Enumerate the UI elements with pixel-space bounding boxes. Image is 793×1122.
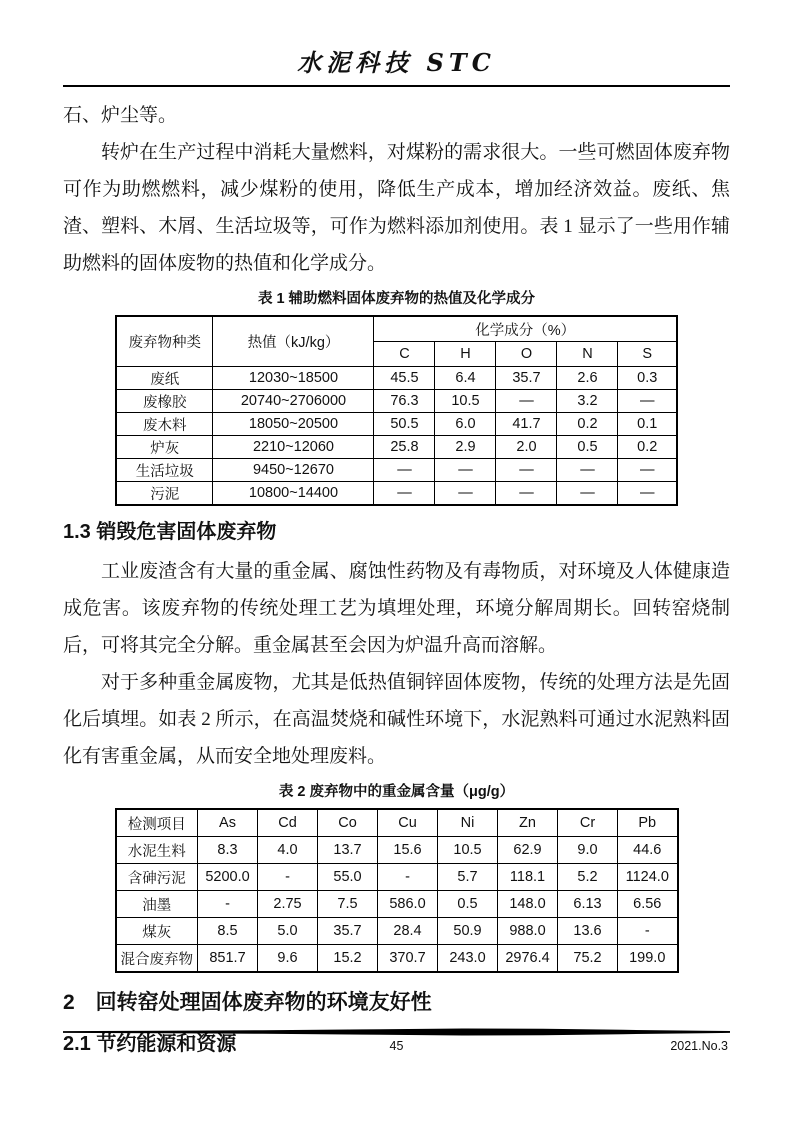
table1-header-calorific-value: 热值（kJ/kg）	[213, 316, 374, 367]
value-cell: 12030~18500	[213, 367, 374, 390]
value-cell: 35.7	[496, 367, 557, 390]
value-cell: 75.2	[558, 945, 618, 973]
value-cell: —	[618, 482, 677, 506]
row-label-cell: 水泥生料	[116, 837, 198, 864]
row-label-cell: 污泥	[116, 482, 213, 506]
value-cell: 18050~20500	[213, 413, 374, 436]
row-label-cell: 煤灰	[116, 918, 198, 945]
value-cell: 10.5	[438, 837, 498, 864]
value-cell: —	[557, 459, 618, 482]
table-row	[116, 945, 678, 973]
paragraph-continuation: 石、炉尘等。	[63, 105, 178, 126]
page-number: 45	[389, 1039, 404, 1053]
value-cell: 15.6	[378, 837, 438, 864]
value-cell: 25.8	[374, 436, 435, 459]
value-cell: —	[374, 459, 435, 482]
value-cell: 28.4	[378, 918, 438, 945]
value-cell: —	[618, 390, 677, 413]
table-row	[116, 837, 678, 864]
issue-number: 2021.No.3	[670, 1039, 728, 1053]
table2-caption: 表 2 废弃物中的重金属含量（μg/g）	[278, 784, 515, 800]
value-cell: 62.9	[498, 837, 558, 864]
value-cell: 5.0	[258, 918, 318, 945]
value-cell: 50.9	[438, 918, 498, 945]
page-footer	[63, 1028, 730, 1059]
value-cell: 851.7	[198, 945, 258, 973]
value-cell: 9.0	[558, 837, 618, 864]
table-row	[116, 482, 677, 506]
value-cell: 1124.0	[618, 864, 678, 891]
table2-header-Pb: Pb	[618, 809, 678, 837]
value-cell: 148.0	[498, 891, 558, 918]
value-cell: -	[258, 864, 318, 891]
value-cell: 2976.4	[498, 945, 558, 973]
value-cell: 0.2	[557, 413, 618, 436]
paragraph-hazardous-waste: 工业废渣含有大量的重金属、腐蚀性药物及有毒物质，对环境及人体健康造成危害。该废弃物的传统处理工艺为填埋处理，环境分解周期长。回转窑烧制后，可将其完全分解。重金属甚至会因为炉温升高而溶解。	[63, 561, 730, 656]
value-cell: 0.3	[618, 367, 677, 390]
value-cell: 50.5	[374, 413, 435, 436]
value-cell: 988.0	[498, 918, 558, 945]
table2-header-Zn: Zn	[498, 809, 558, 837]
row-label-cell: 混合废弃物	[116, 945, 198, 973]
value-cell: 199.0	[618, 945, 678, 973]
value-cell: -	[618, 918, 678, 945]
value-cell: 41.7	[496, 413, 557, 436]
table1-header-chemical-composition: 化学成分（%）	[374, 316, 677, 342]
table-row	[116, 436, 677, 459]
table1-fuel-composition	[115, 315, 678, 506]
value-cell: 0.2	[618, 436, 677, 459]
value-cell: 8.3	[198, 837, 258, 864]
value-cell: 5.2	[558, 864, 618, 891]
value-cell: —	[496, 482, 557, 506]
row-label-cell: 油墨	[116, 891, 198, 918]
paragraph-heavy-metal: 对于多种重金属废物，尤其是低热值铜锌固体废物，传统的处理方法是先固化后填埋。如表 2 所示，在高温焚烧和碱性环境下，水泥熟料可通过水泥熟料固化有害重金属，从而安全地处理废料。	[63, 672, 730, 767]
value-cell: —	[435, 482, 496, 506]
table1-header-O: O	[496, 342, 557, 367]
value-cell: 370.7	[378, 945, 438, 973]
value-cell: —	[496, 390, 557, 413]
table-row	[116, 413, 677, 436]
table-row	[116, 390, 677, 413]
table-row	[116, 367, 677, 390]
table2-header-As: As	[198, 809, 258, 837]
value-cell: 9.6	[258, 945, 318, 973]
value-cell: 55.0	[318, 864, 378, 891]
journal-header	[63, 48, 730, 87]
table-row	[116, 918, 678, 945]
table2-header-Cd: Cd	[258, 809, 318, 837]
table2-header-item: 检测项目	[116, 809, 198, 837]
table2-header-Cu: Cu	[378, 809, 438, 837]
table1-header-C: C	[374, 342, 435, 367]
footer-row	[63, 1039, 730, 1059]
section-2-1-heading: 2.1 节约能源和资源	[63, 1033, 237, 1055]
value-cell: 5200.0	[198, 864, 258, 891]
table-row	[116, 864, 678, 891]
table2-header-Ni: Ni	[438, 809, 498, 837]
value-cell: 15.2	[318, 945, 378, 973]
value-cell: 586.0	[378, 891, 438, 918]
value-cell: 118.1	[498, 864, 558, 891]
table-row	[116, 891, 678, 918]
table2-header-Cr: Cr	[558, 809, 618, 837]
value-cell: 45.5	[374, 367, 435, 390]
table1-header-H: H	[435, 342, 496, 367]
value-cell: —	[374, 482, 435, 506]
table2-header-Co: Co	[318, 809, 378, 837]
table1-caption: 表 1 辅助燃料固体废弃物的热值及化学成分	[257, 291, 536, 307]
table2-heavy-metal-content	[115, 808, 679, 973]
value-cell: —	[435, 459, 496, 482]
journal-title: 水泥科技 STC	[297, 48, 496, 77]
value-cell: 76.3	[374, 390, 435, 413]
value-cell: 0.5	[557, 436, 618, 459]
section-1-3-heading: 1.3 销毁危害固体废弃物	[63, 521, 277, 543]
value-cell: —	[618, 459, 677, 482]
table-row	[116, 459, 677, 482]
table1-header-S: S	[618, 342, 677, 367]
value-cell: 2.0	[496, 436, 557, 459]
value-cell: 8.5	[198, 918, 258, 945]
value-cell: 10.5	[435, 390, 496, 413]
table1-header-waste-type: 废弃物种类	[116, 316, 213, 367]
value-cell: 0.1	[618, 413, 677, 436]
row-label-cell: 炉灰	[116, 436, 213, 459]
value-cell: 5.7	[438, 864, 498, 891]
value-cell: 0.5	[438, 891, 498, 918]
value-cell: -	[378, 864, 438, 891]
row-label-cell: 生活垃圾	[116, 459, 213, 482]
table1-header-row-1	[116, 316, 677, 342]
value-cell: 10800~14400	[213, 482, 374, 506]
value-cell: —	[557, 482, 618, 506]
value-cell: 243.0	[438, 945, 498, 973]
value-cell: 3.2	[557, 390, 618, 413]
paragraph-fuel-intro: 转炉在生产过程中消耗大量燃料，对煤粉的需求很大。一些可燃固体废弃物可作为助燃燃料，减少煤粉的使用，降低生产成本，增加经济效益。废纸、焦渣、塑料、木屑、生活垃圾等，可作为燃料添加剂使用。表 1 显示了一些用作辅助燃料的固体废物的热值和化学成分。	[63, 142, 730, 274]
row-label-cell: 废橡胶	[116, 390, 213, 413]
section-2-heading: 2 回转窑处理固体废弃物的环境友好性	[63, 991, 432, 1014]
table2-header-row	[116, 809, 678, 837]
value-cell: 35.7	[318, 918, 378, 945]
value-cell: 7.5	[318, 891, 378, 918]
value-cell: -	[198, 891, 258, 918]
value-cell: 4.0	[258, 837, 318, 864]
value-cell: 44.6	[618, 837, 678, 864]
value-cell: 13.7	[318, 837, 378, 864]
value-cell: 13.6	[558, 918, 618, 945]
value-cell: 6.0	[435, 413, 496, 436]
value-cell: 2210~12060	[213, 436, 374, 459]
value-cell: 6.13	[558, 891, 618, 918]
value-cell: 2.75	[258, 891, 318, 918]
value-cell: 9450~12670	[213, 459, 374, 482]
value-cell: 2.6	[557, 367, 618, 390]
row-label-cell: 废木料	[116, 413, 213, 436]
footer-rule	[63, 1028, 730, 1037]
table1-header-N: N	[557, 342, 618, 367]
value-cell: 20740~2706000	[213, 390, 374, 413]
row-label-cell: 含砷污泥	[116, 864, 198, 891]
row-label-cell: 废纸	[116, 367, 213, 390]
value-cell: 6.56	[618, 891, 678, 918]
value-cell: —	[496, 459, 557, 482]
value-cell: 2.9	[435, 436, 496, 459]
value-cell: 6.4	[435, 367, 496, 390]
